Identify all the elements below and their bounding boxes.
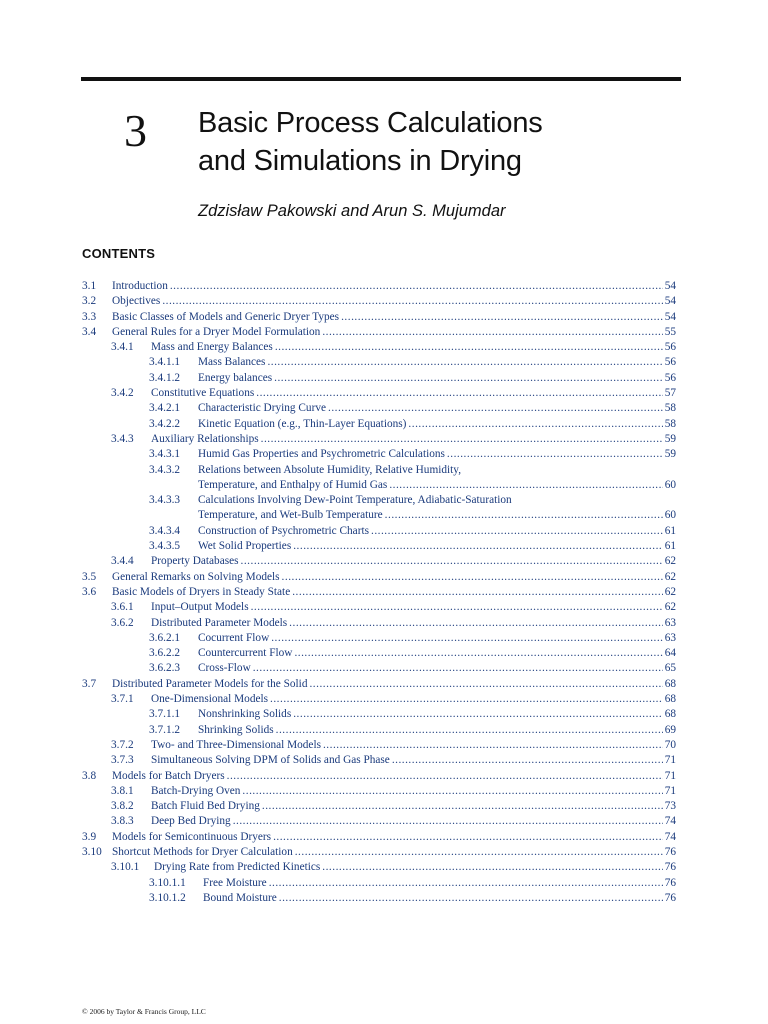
chapter-number: 3 [124, 105, 147, 156]
toc-line [149, 631, 676, 646]
toc-line [82, 294, 676, 309]
toc-entry[interactable] [82, 876, 676, 891]
toc-dot-leader [322, 325, 662, 340]
toc-entry[interactable] [82, 554, 676, 569]
toc-line [149, 371, 676, 386]
toc-title: Objectives [112, 295, 161, 308]
toc-dot-leader [408, 417, 662, 432]
toc-line [82, 325, 676, 340]
toc-dot-leader [392, 753, 663, 768]
toc-dot-leader [262, 799, 663, 814]
toc-title: Input–Output Models [151, 601, 249, 614]
toc-number: 3.6.2.1 [149, 631, 181, 644]
toc-page-number: 54 [664, 295, 676, 308]
toc-entry[interactable] [82, 830, 676, 845]
toc-number: 3.4 [82, 325, 97, 338]
toc-title: Mass and Energy Balances [151, 341, 273, 354]
toc-entry[interactable] [82, 310, 676, 325]
toc-page-number: 73 [664, 800, 676, 813]
toc-number: 3.10 [82, 845, 102, 858]
toc-title: Shortcut Methods for Dryer Calculation [112, 845, 293, 858]
toc-page-number: 71 [664, 754, 676, 767]
toc-dot-leader [269, 876, 663, 891]
toc-title: Batch-Drying Oven [151, 784, 241, 797]
toc-title: Two- and Three-Dimensional Models [151, 738, 321, 751]
toc-title: One-Dimensional Models [151, 693, 269, 706]
toc-entry[interactable] [82, 616, 676, 631]
toc-dot-leader [241, 554, 663, 569]
toc-page-number: 61 [664, 524, 676, 537]
toc-number: 3.4.3 [111, 432, 134, 445]
toc-entry[interactable] [82, 784, 676, 799]
toc-page-number: 54 [664, 310, 676, 323]
toc-title: Free Moisture [203, 876, 267, 889]
toc-number: 3.4.2.1 [149, 402, 181, 415]
toc-line [82, 585, 676, 600]
toc-entry[interactable] [82, 891, 676, 906]
chapter-title-line-1: Basic Process Calculations [198, 107, 543, 139]
toc-line [111, 432, 676, 447]
toc-line [149, 417, 676, 432]
toc-title: Calculations Involving Dew-Point Temperature, Adiabatic-Saturation [198, 494, 512, 507]
toc-line [149, 508, 676, 523]
toc-line [149, 447, 676, 462]
toc-line [149, 524, 676, 539]
table-of-contents [82, 279, 676, 906]
toc-number: 3.7.2 [111, 738, 134, 751]
toc-number: 3.4.2.2 [149, 417, 181, 430]
toc-title: Property Databases [151, 555, 239, 568]
toc-dot-leader [271, 631, 662, 646]
toc-page-number: 62 [664, 585, 676, 598]
toc-dot-leader [274, 371, 663, 386]
toc-line [111, 753, 676, 768]
toc-entry[interactable] [82, 371, 676, 386]
toc-dot-leader [233, 814, 663, 829]
toc-number: 3.9 [82, 830, 97, 843]
toc-title: Cocurrent Flow [198, 631, 270, 644]
toc-number: 3.7.1.2 [149, 723, 181, 736]
toc-number: 3.4.3.5 [149, 540, 181, 553]
toc-line [149, 876, 676, 891]
toc-number: 3.10.1 [111, 861, 140, 874]
toc-title: Deep Bed Drying [151, 815, 231, 828]
toc-page-number: 58 [664, 417, 676, 430]
toc-entry[interactable] [82, 325, 676, 340]
toc-dot-leader [294, 646, 662, 661]
toc-entry[interactable] [82, 539, 676, 554]
toc-line [149, 401, 676, 416]
toc-line [149, 707, 676, 722]
toc-entry[interactable] [82, 401, 676, 416]
toc-page-number: 64 [664, 647, 676, 660]
toc-entry[interactable] [82, 463, 676, 494]
toc-page-number: 59 [664, 448, 676, 461]
toc-title: Batch Fluid Bed Drying [151, 800, 260, 813]
toc-number: 3.7 [82, 677, 97, 690]
toc-entry[interactable] [82, 294, 676, 309]
toc-entry[interactable] [82, 692, 676, 707]
toc-dot-leader [276, 723, 663, 738]
toc-number: 3.7.3 [111, 754, 134, 767]
toc-entry[interactable] [82, 860, 676, 875]
toc-entry[interactable] [82, 417, 676, 432]
toc-page-number: 56 [664, 356, 676, 369]
toc-line [149, 493, 676, 508]
toc-page-number: 61 [664, 540, 676, 553]
toc-number: 3.4.4 [111, 555, 134, 568]
toc-title: Basic Classes of Models and Generic Dryer Types [112, 310, 340, 323]
toc-title: Temperature, and Enthalpy of Humid Gas [198, 478, 388, 491]
toc-dot-leader [309, 677, 662, 692]
toc-entry[interactable] [82, 386, 676, 401]
toc-title: Energy balances [198, 371, 273, 384]
toc-line [111, 692, 676, 707]
toc-number: 3.6.1 [111, 601, 134, 614]
toc-dot-leader [270, 692, 663, 707]
toc-entry[interactable] [82, 585, 676, 600]
toc-line [149, 355, 676, 370]
toc-title: Introduction [112, 280, 168, 292]
toc-page-number: 74 [664, 830, 676, 843]
toc-line [149, 723, 676, 738]
toc-page-number: 56 [664, 371, 676, 384]
chapter-title [198, 104, 543, 180]
toc-page-number: 71 [664, 784, 676, 797]
toc-title: Humid Gas Properties and Psychrometric Calculations [198, 448, 445, 461]
toc-number: 3.5 [82, 570, 97, 583]
toc-dot-leader [341, 310, 663, 325]
toc-page-number: 63 [664, 616, 676, 629]
toc-line [111, 600, 676, 615]
toc-entry[interactable] [82, 646, 676, 661]
toc-entry[interactable] [82, 447, 676, 462]
toc-line [111, 799, 676, 814]
toc-entry[interactable] [82, 677, 676, 692]
toc-title: Simultaneous Solving DPM of Solids and Gas Phase [151, 754, 390, 767]
toc-title: Nonshrinking Solids [198, 708, 292, 721]
toc-number: 3.8.2 [111, 800, 134, 813]
toc-line [149, 661, 676, 676]
toc-number: 3.8.1 [111, 784, 134, 797]
toc-dot-leader [227, 769, 663, 784]
toc-dot-leader [295, 845, 663, 860]
toc-page-number: 76 [664, 845, 676, 858]
toc-line [82, 279, 676, 294]
toc-number: 3.4.2 [111, 387, 134, 400]
toc-dot-leader [289, 616, 663, 631]
toc-page-number: 56 [664, 341, 676, 354]
toc-page-number: 74 [664, 815, 676, 828]
toc-number: 3.4.1 [111, 341, 134, 354]
toc-title: Models for Batch Dryers [112, 769, 225, 782]
toc-entry[interactable] [82, 799, 676, 814]
toc-page-number: 68 [664, 677, 676, 690]
toc-dot-leader [261, 432, 663, 447]
toc-entry[interactable] [82, 769, 676, 784]
toc-line [111, 860, 676, 875]
toc-page-number: 76 [664, 876, 676, 889]
toc-entry[interactable] [82, 631, 676, 646]
toc-dot-leader [385, 508, 663, 523]
toc-line [111, 340, 676, 355]
toc-page-number: 76 [664, 861, 676, 874]
toc-line [82, 570, 676, 585]
toc-dot-leader [273, 830, 663, 845]
toc-line [149, 539, 676, 554]
toc-dot-leader [292, 585, 662, 600]
toc-title: Shrinking Solids [198, 723, 274, 736]
toc-page-number: 62 [664, 570, 676, 583]
toc-entry[interactable] [82, 279, 676, 294]
toc-title: Basic Models of Dryers in Steady State [112, 585, 291, 598]
toc-number: 3.6 [82, 585, 97, 598]
toc-page-number: 69 [664, 723, 676, 736]
toc-dot-leader [170, 279, 663, 294]
toc-page-number: 57 [664, 387, 676, 400]
toc-title: Drying Rate from Predicted Kinetics [154, 861, 321, 874]
toc-title: General Remarks on Solving Models [112, 570, 280, 583]
toc-page-number: 60 [664, 509, 676, 522]
toc-dot-leader [279, 891, 663, 906]
toc-line [111, 738, 676, 753]
toc-number: 3.4.1.1 [149, 356, 181, 369]
toc-line [111, 814, 676, 829]
toc-dot-leader [242, 784, 662, 799]
toc-entry[interactable] [82, 340, 676, 355]
toc-page-number: 58 [664, 402, 676, 415]
toc-number: 3.6.2.3 [149, 662, 181, 675]
toc-dot-leader [275, 340, 663, 355]
toc-dot-leader [282, 570, 663, 585]
toc-number: 3.10.1.2 [149, 891, 186, 904]
toc-page-number: 71 [664, 769, 676, 782]
toc-dot-leader [371, 524, 663, 539]
toc-page-number: 68 [664, 708, 676, 721]
toc-number: 3.4.3.4 [149, 524, 181, 537]
toc-number: 3.7.1 [111, 693, 134, 706]
toc-entry[interactable] [82, 814, 676, 829]
toc-entry[interactable] [82, 661, 676, 676]
toc-number: 3.10.1.1 [149, 876, 186, 889]
toc-entry[interactable] [82, 570, 676, 585]
toc-line [82, 830, 676, 845]
toc-page-number: 68 [664, 693, 676, 706]
toc-page-number: 76 [664, 891, 676, 904]
toc-dot-leader [293, 707, 662, 722]
toc-number: 3.4.3.2 [149, 463, 181, 476]
toc-line [149, 891, 676, 906]
toc-entry[interactable] [82, 738, 676, 753]
toc-page-number: 60 [664, 478, 676, 491]
toc-line [82, 310, 676, 325]
toc-line [149, 478, 676, 493]
toc-dot-leader [322, 860, 662, 875]
toc-title: Auxiliary Relationships [151, 432, 259, 445]
contents-heading: CONTENTS [82, 246, 156, 261]
toc-title: Cross-Flow [198, 662, 251, 675]
toc-page-number: 63 [664, 631, 676, 644]
toc-dot-leader [293, 539, 662, 554]
toc-line [111, 386, 676, 401]
toc-dot-leader [267, 355, 662, 370]
toc-entry[interactable] [82, 845, 676, 860]
toc-line [82, 677, 676, 692]
toc-title: Construction of Psychrometric Charts [198, 524, 369, 537]
toc-number: 3.7.1.1 [149, 708, 181, 721]
toc-dot-leader [251, 600, 663, 615]
toc-dot-leader [389, 478, 662, 493]
toc-entry[interactable] [82, 432, 676, 447]
toc-dot-leader [162, 294, 662, 309]
toc-title: Wet Solid Properties [198, 540, 292, 553]
toc-title: Countercurrent Flow [198, 647, 293, 660]
toc-line [111, 784, 676, 799]
toc-line [149, 646, 676, 661]
toc-number: 3.4.1.2 [149, 371, 181, 384]
toc-dot-leader [447, 447, 663, 462]
toc-line [149, 463, 676, 478]
toc-entry[interactable] [82, 723, 676, 738]
chapter-title-line-2: and Simulations in Drying [198, 145, 522, 177]
toc-dot-leader [256, 386, 662, 401]
toc-number: 3.6.2.2 [149, 647, 181, 660]
toc-page-number: 59 [664, 432, 676, 445]
toc-dot-leader [328, 401, 663, 416]
toc-entry[interactable] [82, 600, 676, 615]
toc-line [111, 616, 676, 631]
toc-number: 3.4.3.1 [149, 448, 181, 461]
toc-entry[interactable] [82, 493, 676, 524]
toc-entry[interactable] [82, 355, 676, 370]
toc-number: 3.4.3.3 [149, 494, 181, 507]
copyright-footer: © 2006 by Taylor & Francis Group, LLC [82, 1007, 206, 1016]
toc-title: General Rules for a Dryer Model Formulation [112, 325, 321, 338]
toc-title: Temperature, and Wet-Bulb Temperature [198, 509, 383, 522]
toc-page-number: 65 [664, 662, 676, 675]
toc-number: 3.3 [82, 310, 97, 323]
toc-dot-leader [253, 661, 663, 676]
toc-entry[interactable] [82, 707, 676, 722]
toc-page-number: 54 [664, 280, 676, 292]
toc-number: 3.6.2 [111, 616, 134, 629]
chapter-authors: Zdzisław Pakowski and Arun S. Mujumdar [198, 202, 506, 220]
toc-page-number: 62 [664, 555, 676, 568]
toc-title: Kinetic Equation (e.g., Thin-Layer Equations) [198, 417, 407, 430]
toc-title: Models for Semicontinuous Dryers [112, 830, 272, 843]
toc-dot-leader [323, 738, 663, 753]
toc-number: 3.2 [82, 295, 97, 308]
toc-title: Bound Moisture [203, 891, 277, 904]
toc-line [82, 769, 676, 784]
toc-title: Constitutive Equations [151, 387, 255, 400]
toc-number: 3.8.3 [111, 815, 134, 828]
toc-page-number: 55 [664, 325, 676, 338]
toc-line [82, 845, 676, 860]
toc-number: 3.1 [82, 280, 97, 292]
toc-title: Characteristic Drying Curve [198, 402, 326, 415]
toc-title: Mass Balances [198, 356, 266, 369]
toc-title: Distributed Parameter Models [151, 616, 288, 629]
toc-line [111, 554, 676, 569]
toc-title: Relations between Absolute Humidity, Relative Humidity, [198, 463, 462, 476]
toc-page-number: 62 [664, 601, 676, 614]
toc-title: Distributed Parameter Models for the Solid [112, 677, 308, 690]
toc-entry[interactable] [82, 753, 676, 768]
toc-number: 3.8 [82, 769, 97, 782]
toc-entry[interactable] [82, 524, 676, 539]
toc-page-number: 70 [664, 738, 676, 751]
chapter-top-rule [81, 77, 681, 81]
